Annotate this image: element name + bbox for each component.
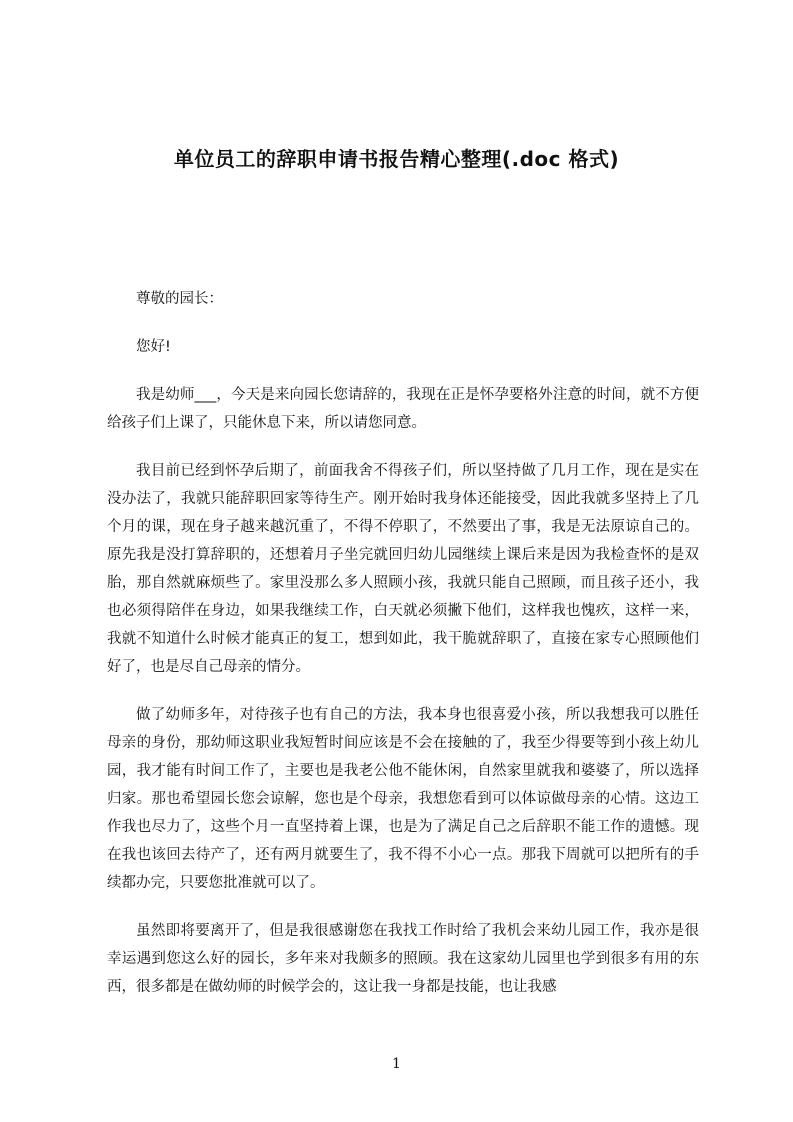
paragraph-3: 做了幼师多年，对待孩子也有自己的方法，我本身也很喜爱小孩，所以我想我可以胜任母亲的身份，那幼师这职业我短暂时间应该是不会在接触的了，我至少得要等到小孩上幼儿园，我才能有时间工作了，主要也是我老公他不能休闲，自然家里就我和婆婆了，所以选择归家。那也希望园长您会谅解，您也是个母亲，我想您看到可以体谅做母亲的心情。这边工作我也尽力了，这些个月一直坚持着上课，也是为了满足自己之后辞职不能工作的遗憾。现在我也该回去待产了，还有两月就要生了，我不得不小心一点。那我下周就可以把所有的手续都办完，只要您批准就可以了。	[107, 707, 699, 891]
greeting: 您好!	[136, 339, 171, 355]
page-number: 1	[392, 1056, 401, 1072]
paragraph-2: 我目前已经到怀孕后期了，前面我舍不得孩子们，所以坚持做了几月工作，现在是实在没办法了，我就只能辞职回家等待生产。刚开始时我身体还能接受，因此我就多坚持上了几个月的课，现在身子越来越沉重了，不得不停职了，不然要出了事，我是无法原谅自己的。原先我是没打算辞职的，还想着月子坐完就回归幼儿园继续上课后来是因为我检查怀的是双胎，那自然就麻烦些了。家里没那么多人照顾小孩，我就只能自己照顾，而且孩子还小，我也必须得陪伴在身边，如果我继续工作，白天就必须撇下他们，这样我也愧疚，这样一来，我就不知道什么时候才能真正的复工，想到如此，我干脆就辞职了，直接在家专心照顾他们好了，也是尽自己母亲的情分。	[107, 463, 699, 675]
salutation: 尊敬的园长：	[136, 291, 223, 307]
paragraph-1: 我是幼师___，今天是来向园长您请辞的，我现在正是怀孕要格外注意的时间，就不方便给孩子们上课了，只能休息下来，所以请您同意。	[107, 387, 699, 431]
document-title: 单位员工的辞职申请书报告精心整理(.doc 格式)	[173, 147, 620, 171]
letter-body	[107, 285, 699, 1021]
paragraph-4: 虽然即将要离开了，但是我很感谢您在我找工作时给了我机会来幼儿园工作，我亦是很幸运遇到您这么好的园长，多年来对我颇多的照顾。我在这家幼儿园里也学到很多有用的东西，很多都是在做幼师的时候学会的，这让我一身都是技能，也让我感	[107, 923, 699, 995]
